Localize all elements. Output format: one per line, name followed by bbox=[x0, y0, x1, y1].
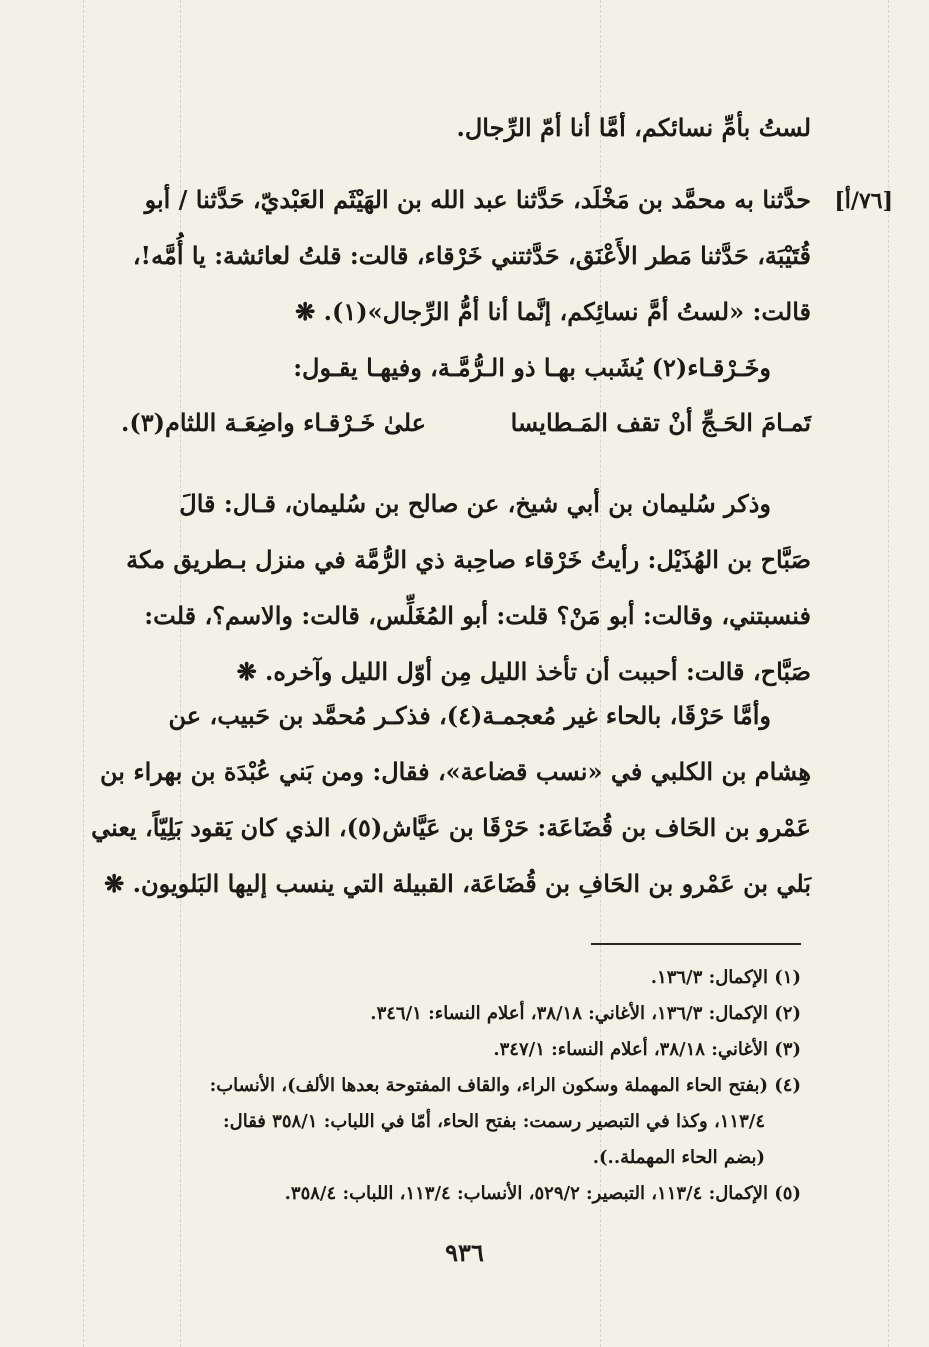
opening-line bbox=[121, 100, 811, 156]
footnote-3: (٣) الأغاني: ٣٨/١٨، أعلام النساء: ٣٤٧/١. bbox=[493, 1039, 801, 1060]
text-line: هِشام بن الكلبي في «نسب قضاعة»، فقال: ومن بَني عُبْدَة بن بهراء بن bbox=[100, 757, 811, 786]
text-line: لستُ بأمِّ نسائكم، أمَّا أنا أمّ الرِّجال. bbox=[456, 113, 811, 142]
scan-rule-line bbox=[83, 0, 84, 1347]
footnotes bbox=[121, 960, 801, 1212]
footnote-5: (٥) الإكمال: ١١٣/٤، التبصير: ٥٢٩/٢، الأنساب: ١١٣/٤، اللباب: ٣٥٨/٤. bbox=[284, 1183, 801, 1204]
paragraph-verse-intro bbox=[121, 340, 811, 396]
poetry-verse bbox=[121, 408, 811, 437]
text-line: قالت: «لستُ أمَّ نسائِكم، إنَّما أنا أمُّ الرِّجال»(١). ❋ bbox=[295, 297, 811, 326]
verse-second-hemistich: علىٰ خَـرْقـاء واضِعَـة اللثام(٣). bbox=[121, 408, 426, 437]
manuscript-folio-note: [٧٦/أ] bbox=[834, 188, 893, 214]
text-line: صَبَّاح، قالت: أحببت أن تأخذ الليل مِن أوّل الليل وآخره. ❋ bbox=[236, 657, 811, 686]
text-line: وأمَّا حَرْقَا، بالحاء غير مُعجمـة(٤)، فذكـر مُحمَّد بن حَبيب، عن bbox=[168, 701, 771, 730]
text-line: فنسبتني، وقالت: أبو مَنْ؟ قلت: أبو المُغَلِّس، قالت: والاسم؟، قلت: bbox=[144, 601, 811, 630]
text-line: حدَّثنا به محمَّد بن مَخْلَد، حَدَّثنا عبد الله بن الهَيْثَم العَبْديّ، حَدَّثنا / أبو bbox=[144, 185, 811, 214]
text-line: قُتَيْبَة، حَدَّثنا مَطر الأَعْنَق، حَدَّثتني خَرْقاء، قالت: قلتُ لعائشة: يا أُمَّه!، bbox=[132, 241, 811, 270]
footnote-1: (١) الإكمال: ١٣٦/٣. bbox=[650, 967, 801, 988]
text-line: صَبَّاح بن الهُذَيْل: رأيتُ خَرْقاء صاحِبة ذي الرُّمَّة في منزل بـطريق مكة bbox=[126, 545, 811, 574]
footnote-4: (٤) (بفتح الحاء المهملة وسكون الراء، والقاف المفتوحة بعدها الألف)، الأنساب: bbox=[209, 1075, 801, 1096]
text-line: وذكر سُليمان بن أبي شيخ، عن صالح بن سُليمان، قـال: قالَ bbox=[179, 489, 771, 518]
footnote-2: (٢) الإكمال: ١٣٦/٣، الأغاني: ٣٨/١٨، أعلام النساء: ٣٤٦/١. bbox=[370, 1003, 801, 1024]
text-line: وخَـرْقـاء(٢) يُشَبب بهـا ذو الـرُّمَّـة، وفيهـا يقـول: bbox=[293, 353, 771, 382]
footnote-4-continued: (بضم الحاء المهملة..). bbox=[592, 1147, 765, 1168]
text-line: عَمْرو بن الحَاف بن قُضَاعَة: حَرْقَا بن عَيَّاش(٥)، الذي كان يَقود بَلِيّاً، يعني bbox=[91, 813, 811, 842]
paragraph-isnad bbox=[121, 172, 811, 340]
footnote-4-continued: ١١٣/٤، وكذا في التبصير رسمت: بفتح الحاء، أمّا في اللباب: ٣٥٨/١ فقال: bbox=[222, 1111, 765, 1132]
verse-first-hemistich: تَمـامَ الحَـجِّ أنْ تقف المَـطايسا bbox=[510, 408, 811, 437]
paragraph-harqa bbox=[91, 688, 811, 912]
footnote-separator bbox=[591, 943, 801, 945]
text-line: بَلي بن عَمْرو بن الحَافِ بن قُضَاعَة، القبيلة التي ينسب إليها البَلويون. ❋ bbox=[104, 869, 811, 898]
page-number: ٩٣٦ bbox=[445, 1238, 484, 1267]
paragraph-sabbah bbox=[121, 476, 811, 700]
